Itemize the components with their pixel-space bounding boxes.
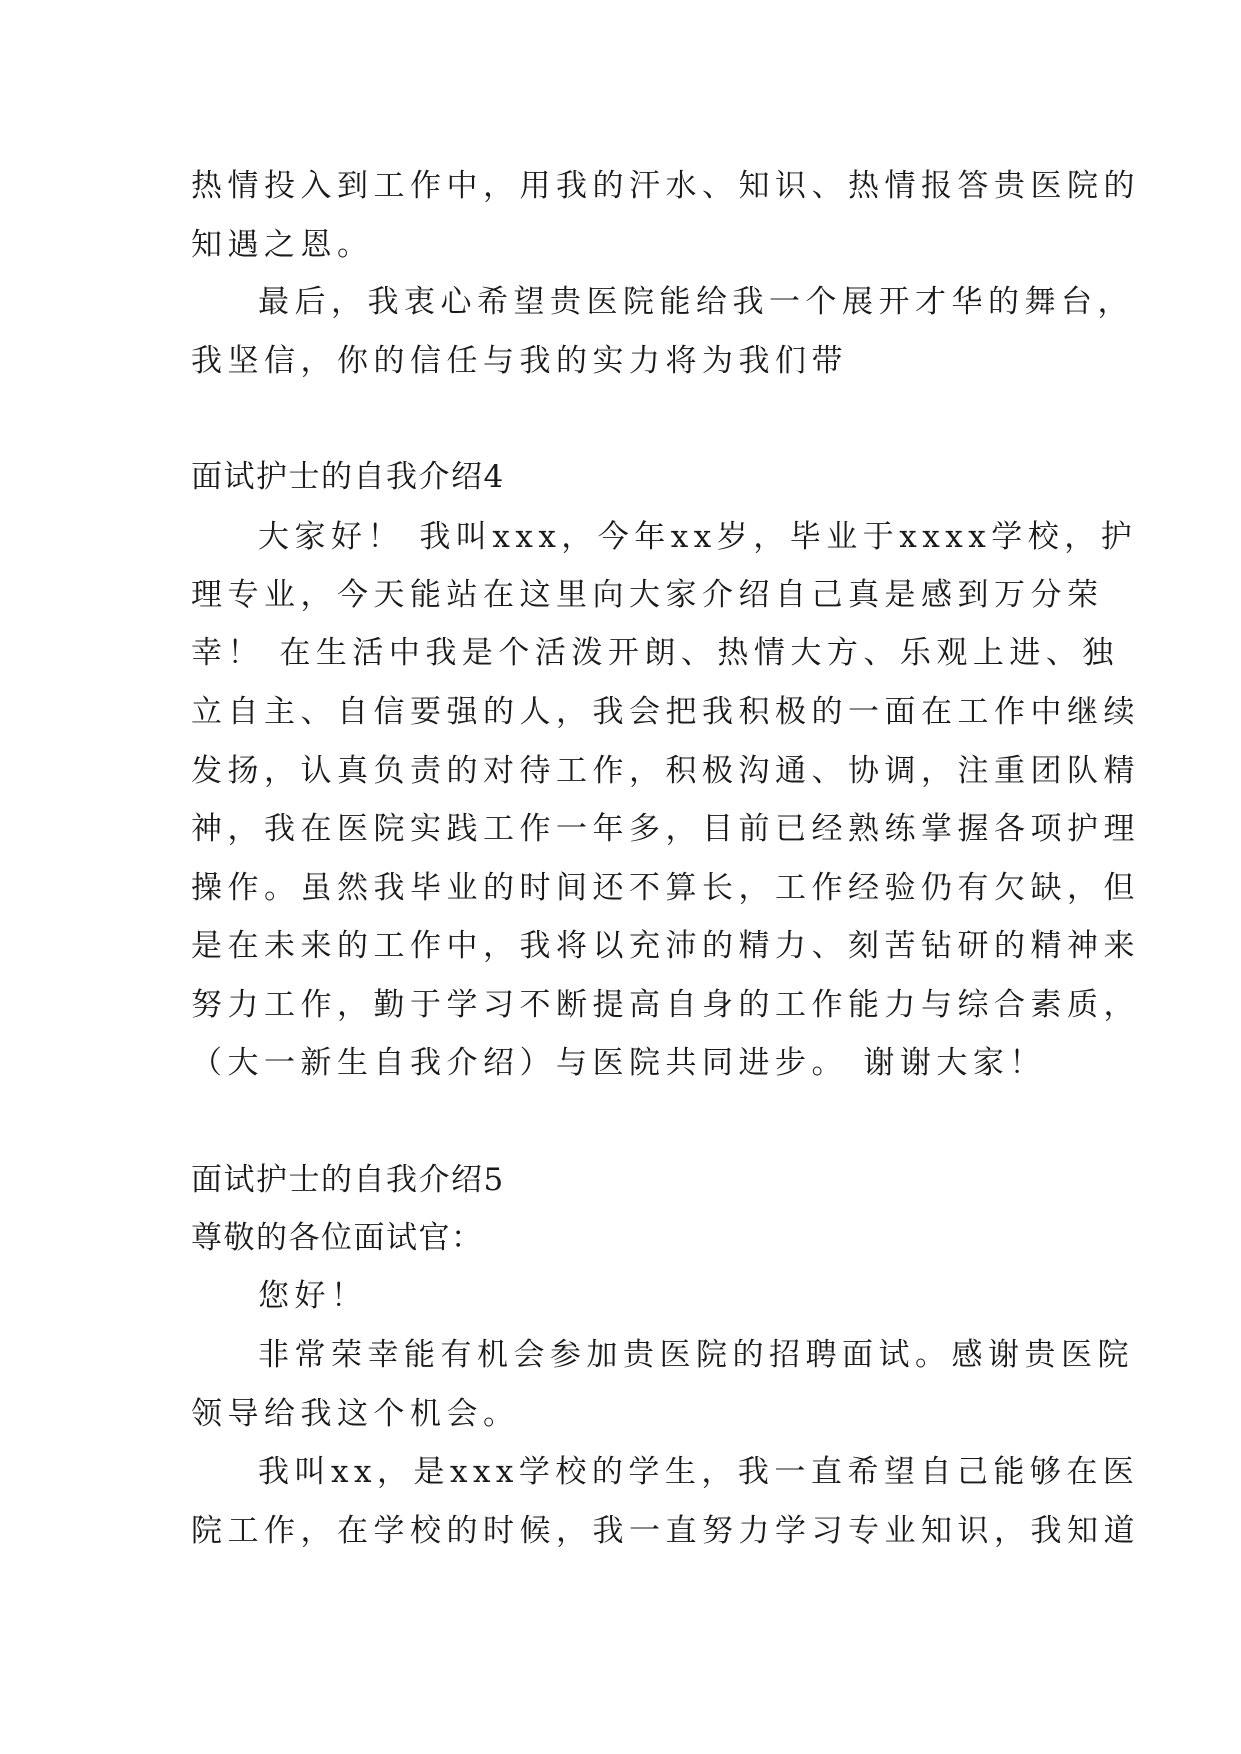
paragraph-line: 神，我在医院实践工作一年多，目前已经熟练掌握各项护理	[191, 811, 1140, 847]
paragraph-line: 最后，我衷心希望贵医院能给我一个展开才华的舞台，	[258, 284, 1134, 320]
paragraph-line: （大一新生自我介绍）与医院共同进步。 谢谢大家！	[191, 1045, 1046, 1081]
paragraph-line: 幸！ 在生活中我是个活泼开朗、热情大方、乐观上进、独	[191, 635, 1119, 671]
paragraph-line: 领导给我这个机会。	[191, 1396, 520, 1432]
paragraph-line: 是在未来的工作中，我将以充沛的精力、刻苦钻研的精神来	[191, 928, 1140, 964]
paragraph-line: 大家好！ 我叫xxx，今年xx岁，毕业于xxxx学校，护	[258, 519, 1138, 555]
salutation: 尊敬的各位面试官：	[191, 1220, 484, 1256]
paragraph-line: 非常荣幸能有机会参加贵医院的招聘面试。感谢贵医院	[258, 1337, 1134, 1373]
paragraph-line: 热情投入到工作中，用我的汗水、知识、热情报答贵医院的	[191, 168, 1140, 204]
paragraph-line: 知遇之恩。	[191, 227, 374, 263]
section-heading: 面试护士的自我介绍5	[191, 1162, 505, 1198]
greeting: 您好！	[258, 1278, 368, 1314]
paragraph-line: 立自主、自信要强的人，我会把我积极的一面在工作中继续	[191, 694, 1140, 730]
paragraph-line: 我坚信，你的信任与我的实力将为我们带	[191, 343, 848, 379]
paragraph-line: 努力工作，勤于学习不断提高自身的工作能力与综合素质，	[191, 987, 1140, 1023]
paragraph-line: 理专业，今天能站在这里向大家介绍自己真是感到万分荣	[191, 577, 1104, 613]
paragraph-line: 操作。虽然我毕业的时间还不算长，工作经验仍有欠缺，但	[191, 870, 1140, 906]
paragraph-line: 发扬，认真负责的对待工作，积极沟通、协调，注重团队精	[191, 753, 1140, 789]
section-heading: 面试护士的自我介绍4	[191, 459, 505, 495]
paragraph-line: 院工作，在学校的时候，我一直努力学习专业知识，我知道	[191, 1513, 1140, 1549]
paragraph-line: 我叫xx，是xxx学校的学生，我一直希望自己能够在医	[258, 1454, 1140, 1490]
